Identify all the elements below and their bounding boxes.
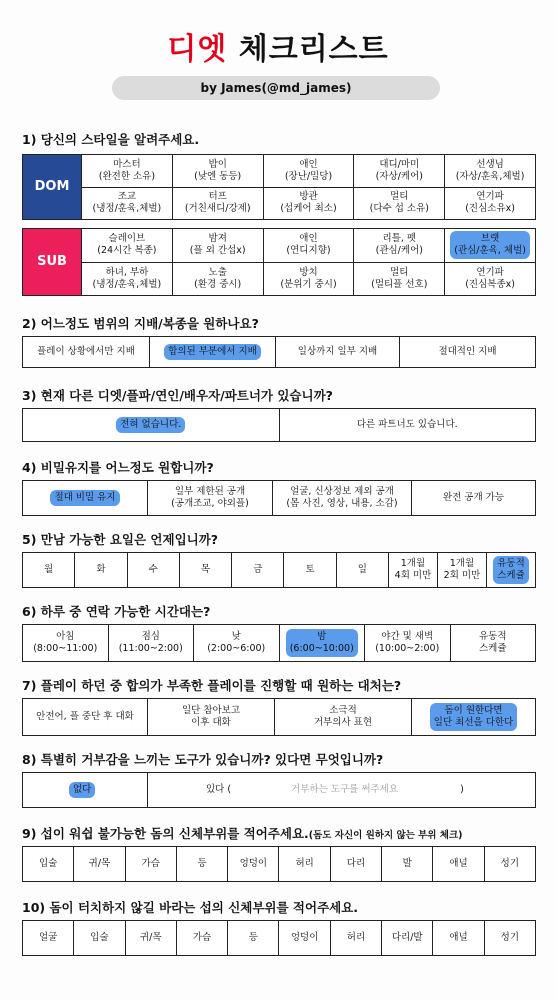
dom-style-option[interactable] (82, 155, 172, 187)
dom-style-option-label: 방관 (섭케어 최소) (280, 191, 337, 215)
q7-option[interactable] (275, 699, 411, 735)
sub-style-option-label: 멀티 (멀티플 선호) (371, 266, 428, 290)
dom-style-option[interactable] (82, 188, 172, 220)
q5-option-label: 화 (96, 564, 106, 576)
dom-style-option-label: 터프 (거친새디/강제) (184, 191, 251, 215)
q6-option[interactable] (365, 625, 450, 661)
q5-option-label: 토 (305, 564, 315, 576)
sub-style-option-label: 슬레이브 (24시간 복종) (97, 233, 157, 257)
q7-grid (22, 698, 536, 736)
sub-style-option[interactable] (354, 229, 444, 262)
q2-option-label: 일상까지 일부 지배 (297, 346, 378, 358)
q6-option[interactable] (280, 625, 365, 661)
dom-style-option[interactable] (354, 188, 444, 220)
q9-option[interactable] (126, 847, 176, 881)
q5-option-label: 1개월 2회 미만 (443, 558, 481, 581)
q9-title-text: 9) 섭이 워쉽 불가능한 돔의 신체부위를 적어주세요. (22, 826, 309, 841)
q1-dom-grid (22, 154, 536, 220)
q4-option-label: 얼굴, 신상정보 제외 공개 (몸 사진, 영상, 내용, 소감) (286, 486, 398, 509)
q5-option-label: 일 (357, 564, 367, 576)
q8-yes-suffix: ) (460, 784, 464, 796)
q5-option[interactable] (23, 553, 74, 587)
dom-style-option[interactable] (264, 188, 354, 220)
q9-option[interactable] (23, 847, 73, 881)
q7-option-label: 돔이 원한다면 일단 최선을 다한다 (430, 703, 517, 731)
q1-title: 1) 당신의 스타일을 알려주세요. (22, 132, 200, 147)
dom-style-option-label: 연기파 (진심소유x) (465, 191, 515, 215)
q1-sub-grid (22, 228, 536, 296)
q3-option[interactable] (23, 409, 279, 441)
q5-option[interactable] (337, 553, 388, 587)
q10-option[interactable] (228, 921, 278, 955)
q9-option-label: 성기 (500, 858, 520, 870)
q2-option-label: 절대적인 지배 (438, 346, 497, 358)
q5-option[interactable] (438, 553, 486, 587)
q5-option[interactable] (180, 553, 231, 587)
q4-option[interactable] (273, 481, 411, 515)
q2-option-label: 플레이 상황에서만 지배 (37, 346, 135, 358)
q9-option-label: 입술 (38, 858, 58, 870)
dom-style-option[interactable] (173, 155, 263, 187)
q5-option[interactable] (232, 553, 283, 587)
q9-note: (돔도 자신이 원하지 않는 부위 체크) (308, 830, 463, 841)
q4-option[interactable] (148, 481, 272, 515)
q9-title (22, 824, 462, 842)
q2-option[interactable] (150, 337, 275, 367)
sub-style-option[interactable] (173, 263, 263, 296)
sub-label: SUB (23, 229, 81, 295)
q10-option-label: 허리 (346, 932, 366, 944)
sub-style-option[interactable] (445, 229, 535, 262)
q9-option[interactable] (74, 847, 124, 881)
q4-option-label: 절대 비밀 유지 (50, 490, 119, 506)
sub-style-option-label: 리틀, 펫 (관심/케어) (375, 233, 423, 257)
q10-option-label: 등 (248, 932, 258, 944)
q9-option[interactable] (433, 847, 483, 881)
q9-option[interactable] (382, 847, 432, 881)
q6-grid (22, 624, 536, 662)
q10-option-label: 엉덩이 (290, 932, 319, 944)
q9-option-label: 귀/목 (88, 858, 111, 870)
q9-option-label: 허리 (295, 858, 314, 870)
sub-style-option[interactable] (354, 263, 444, 296)
sub-style-option-label: 연기파 (진심복종x) (465, 266, 515, 290)
sub-style-option-label: 애인 (연디지향) (286, 233, 331, 257)
q10-option-label: 입술 (90, 932, 109, 944)
q6-option-label: 아침 (8:00~11:00) (33, 631, 98, 654)
dom-style-option-label: 조교 (냉정/훈육,체벌) (92, 191, 162, 215)
dom-label: DOM (23, 155, 81, 219)
q8-none-label: 없다 (69, 782, 95, 798)
q7-option-label: 일단 참아보고 이후 대화 (181, 705, 241, 728)
title-red: 디엣 (167, 32, 228, 67)
sub-style-option[interactable] (173, 229, 263, 262)
q8-yes-hint: 거부하는 도구를 써주세요 (291, 784, 399, 796)
q9-option-label: 등 (197, 858, 207, 870)
q10-option[interactable] (433, 921, 483, 955)
dom-style-option-label: 멀티 (다수 섭 소유) (369, 191, 429, 215)
q5-option-label: 목 (200, 564, 211, 576)
dom-style-option[interactable] (354, 155, 444, 187)
q7-option-label: 안전어, 플 중단 후 대화 (36, 711, 134, 723)
q9-option-label: 발 (402, 858, 412, 870)
sub-style-option[interactable] (82, 263, 172, 296)
dom-style-option-label: 대디/마미 (자상/케어) (375, 158, 423, 182)
q2-option[interactable] (23, 337, 149, 367)
dom-style-option-label: 밥이 (낮엔 동등) (194, 158, 242, 182)
q6-title: 6) 하루 중 연락 가능한 시간대는? (22, 604, 211, 619)
dom-style-option[interactable] (445, 188, 535, 220)
q6-option[interactable] (109, 625, 194, 661)
q2-grid (22, 336, 536, 368)
q8-none-option[interactable] (23, 773, 147, 807)
q6-option-label: 유동적 스케쥴 (478, 631, 507, 654)
q2-option[interactable] (276, 337, 399, 367)
q6-option-label: 낮 (2:00~6:00) (207, 631, 266, 654)
q3-grid (22, 408, 536, 442)
q10-title: 10) 돔이 터치하지 않길 바라는 섭의 신체부위를 적어주세요. (22, 900, 359, 915)
sub-style-option[interactable] (264, 263, 354, 296)
q5-title: 5) 만남 가능한 요일은 언제입니까? (22, 532, 219, 547)
q4-option-label: 일부 제한된 공개 (공개조교, 야외플) (171, 486, 249, 509)
sub-style-option[interactable] (82, 229, 172, 262)
sub-style-option-label: 방치 (분위기 중시) (280, 266, 337, 290)
q2-option-label: 합의된 부분에서 지배 (164, 344, 261, 360)
q5-grid (22, 552, 536, 588)
title-rest: 체크리스트 (227, 32, 389, 67)
q7-option-label: 소극적 거부의사 표현 (313, 705, 373, 728)
q9-option[interactable] (485, 847, 535, 881)
page-title (0, 24, 556, 68)
q3-option-label: 전혀 없습니다. (116, 417, 185, 433)
q6-option-label: 밤 (6:00~10:00) (286, 629, 358, 657)
q10-grid (22, 920, 536, 956)
sub-style-option-label: 브랫 (관심/훈육, 체벌) (450, 231, 530, 259)
q8-yes-option[interactable] (148, 773, 535, 807)
q7-option[interactable] (23, 699, 147, 735)
sub-style-option-label: 노출 (환경 중시) (194, 266, 242, 290)
sub-style-option[interactable] (445, 263, 535, 296)
sub-style-option-label: 하녀, 부하 (냉정/훈육,체벌) (92, 266, 162, 290)
q5-option-label: 수 (148, 564, 158, 576)
q7-option[interactable] (148, 699, 274, 735)
q10-option[interactable] (485, 921, 535, 955)
q2-title: 2) 어느정도 범위의 지배/복종을 원하나요? (22, 316, 259, 331)
q10-option-label: 얼굴 (38, 932, 58, 944)
q9-option[interactable] (331, 847, 381, 881)
q4-option-label: 완전 공개 가능 (442, 492, 505, 504)
q9-option-label: 애널 (449, 858, 468, 870)
q10-option-label: 성기 (500, 932, 520, 944)
q3-option[interactable] (280, 409, 536, 441)
q3-option-label: 다른 파트너도 있습니다. (356, 419, 458, 431)
q7-title: 7) 플레이 하던 중 합의가 부족한 플레이를 진행할 때 원하는 대처는? (22, 678, 402, 693)
q10-option[interactable] (382, 921, 432, 955)
q10-option-label: 가슴 (192, 932, 212, 944)
q10-option-label: 다리/발 (391, 932, 423, 944)
q10-option-label: 애널 (449, 932, 468, 944)
q6-option[interactable] (194, 625, 279, 661)
dom-style-option-label: 선생님 (자상/훈육,체벌) (455, 158, 525, 182)
sub-style-option-label: 밤져 (플 외 간섭x) (189, 233, 246, 257)
q9-option-label: 엉덩이 (239, 858, 268, 870)
q9-option-label: 다리 (346, 858, 366, 870)
byline: by James(@md_james) (112, 76, 440, 100)
q9-grid (22, 846, 536, 882)
q8-grid (22, 772, 536, 808)
q6-option[interactable] (23, 625, 108, 661)
dom-style-option[interactable] (445, 155, 535, 187)
q9-option[interactable] (279, 847, 329, 881)
q10-option[interactable] (331, 921, 381, 955)
q10-option[interactable] (279, 921, 329, 955)
q9-option[interactable] (228, 847, 278, 881)
q9-option[interactable] (177, 847, 227, 881)
q4-option[interactable] (412, 481, 535, 515)
q5-option-label: 유동적 스케쥴 (493, 556, 529, 584)
q10-option[interactable] (74, 921, 124, 955)
q6-option-label: 점심 (11:00~2:00) (118, 631, 183, 654)
q5-option[interactable] (128, 553, 179, 587)
q5-option[interactable] (284, 553, 335, 587)
q10-option[interactable] (23, 921, 73, 955)
sub-style-option[interactable] (264, 229, 354, 262)
dom-style-option-label: 마스터 (완전한 소유) (98, 158, 156, 182)
q5-option[interactable] (389, 553, 437, 587)
q7-option[interactable] (412, 699, 535, 735)
q10-option[interactable] (177, 921, 227, 955)
q9-option-label: 가슴 (141, 858, 160, 870)
dom-style-option[interactable] (173, 188, 263, 220)
q4-option[interactable] (23, 481, 147, 515)
q4-title: 4) 비밀유지를 어느정도 원합니까? (22, 460, 214, 475)
q5-option-label: 월 (44, 564, 54, 576)
q2-option[interactable] (400, 337, 535, 367)
dom-style-option-label: 애인 (장난/밀당) (284, 158, 333, 182)
q5-option-label: 1개월 4회 미만 (394, 558, 432, 581)
q4-grid (22, 480, 536, 516)
q3-title: 3) 현재 다른 디엣/플파/연인/배우자/파트너가 있습니까? (22, 388, 333, 403)
q5-option[interactable] (75, 553, 126, 587)
q10-option[interactable] (126, 921, 176, 955)
q10-option-label: 귀/목 (139, 932, 162, 944)
q8-yes-prefix: 있다 ( (206, 784, 232, 796)
q5-option-label: 금 (253, 564, 263, 576)
q6-option-label: 야간 및 새벽 (10:00~2:00) (375, 631, 440, 654)
dom-style-option[interactable] (264, 155, 354, 187)
q8-title: 8) 특별히 거부감을 느끼는 도구가 있습니까? 있다면 무엇입니까? (22, 752, 384, 767)
q6-option[interactable] (451, 625, 536, 661)
q5-option[interactable] (487, 553, 535, 587)
